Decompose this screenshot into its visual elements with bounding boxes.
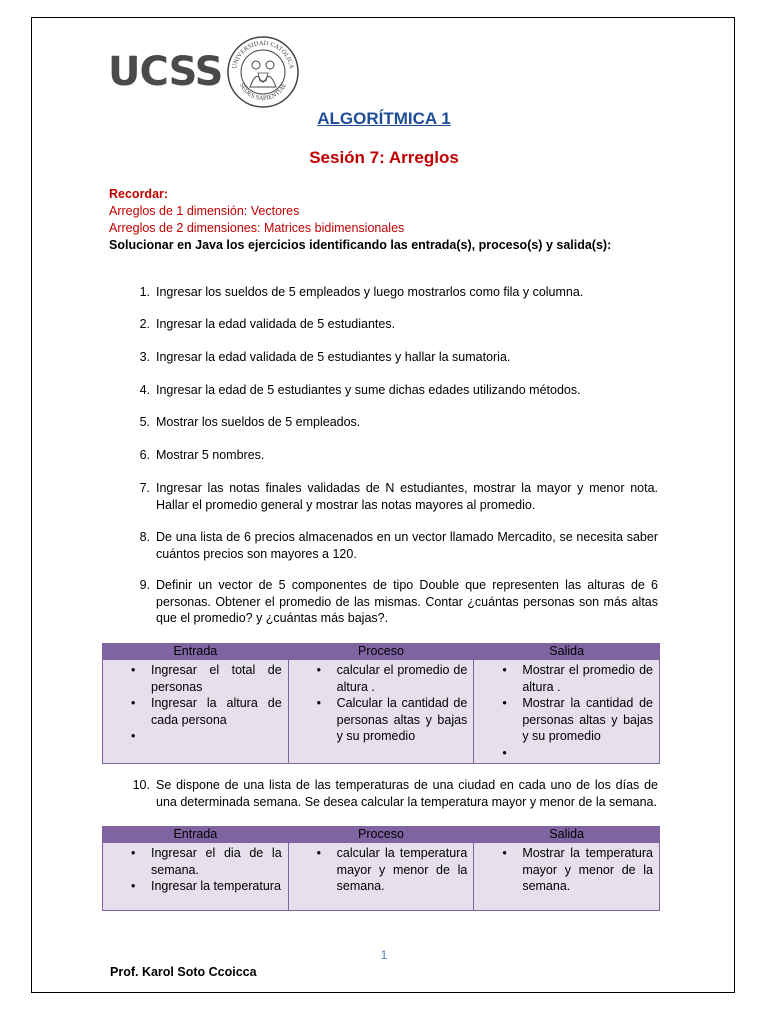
list-item: • Mostrar la temperatura mayor y menor de la semana.	[474, 845, 653, 895]
university-seal-icon	[226, 35, 300, 109]
instruction-text: Solucionar en Java los ejercicios identificando las entrada(s), proceso(s) y salida(s):	[109, 238, 612, 252]
column-header-entrada: Entrada	[103, 827, 289, 843]
session-title: Sesión 7: Arreglos	[309, 148, 459, 167]
list-item: • calcular el promedio de altura .	[289, 662, 468, 695]
salida-cell	[474, 660, 660, 764]
list-item: • Calcular la cantidad de personas altas y bajas y su promedio	[289, 695, 468, 745]
university-logo	[108, 39, 300, 103]
list-item: • Ingresar el total de personas	[103, 662, 282, 695]
list-item: • Ingresar el dia de la semana.	[103, 845, 282, 878]
column-header-proceso: Proceso	[288, 827, 474, 843]
proceso-cell	[288, 660, 474, 764]
list-item: • Mostrar el promedio de altura .	[474, 662, 653, 695]
recordar-label: Recordar:	[109, 187, 169, 201]
io-table-exercise-9	[102, 643, 660, 764]
recordar-line-1: Arreglos de 1 dimensión: Vectores	[109, 204, 300, 218]
column-header-entrada: Entrada	[103, 644, 289, 660]
list-item: • Ingresar la temperatura	[103, 878, 282, 895]
list-item	[103, 728, 282, 745]
entrada-cell	[103, 843, 289, 911]
proceso-cell	[288, 843, 474, 911]
intro-block	[109, 186, 611, 254]
svg-text:SEDES SAPIENTIAE	[238, 82, 288, 102]
author-footer: Prof. Karol Soto Ccoicca	[110, 965, 257, 979]
seal-top-text: UNIVERSIDAD CATÓLICA	[231, 39, 296, 70]
list-item: • Ingresar la altura de cada persona	[103, 695, 282, 728]
logo-text: UCSS	[108, 49, 223, 95]
column-header-salida: Salida	[474, 644, 660, 660]
io-table-exercise-10	[102, 826, 660, 911]
recordar-line-2: Arreglos de 2 dimensiones: Matrices bidimensionales	[109, 221, 405, 235]
page-number: 1	[380, 948, 388, 962]
column-header-salida: Salida	[474, 827, 660, 843]
salida-cell	[474, 843, 660, 911]
list-item: • Mostrar la cantidad de personas altas y bajas y su promedio	[474, 695, 653, 745]
seal-bottom-text: SEDES SAPIENTIAE	[238, 82, 289, 103]
list-item	[474, 745, 653, 762]
entrada-cell	[103, 660, 289, 764]
list-item: • calcular la temperatura mayor y menor de la semana.	[289, 845, 468, 895]
column-header-proceso: Proceso	[288, 644, 474, 660]
document-title: ALGORÍTMICA 1	[317, 109, 451, 128]
